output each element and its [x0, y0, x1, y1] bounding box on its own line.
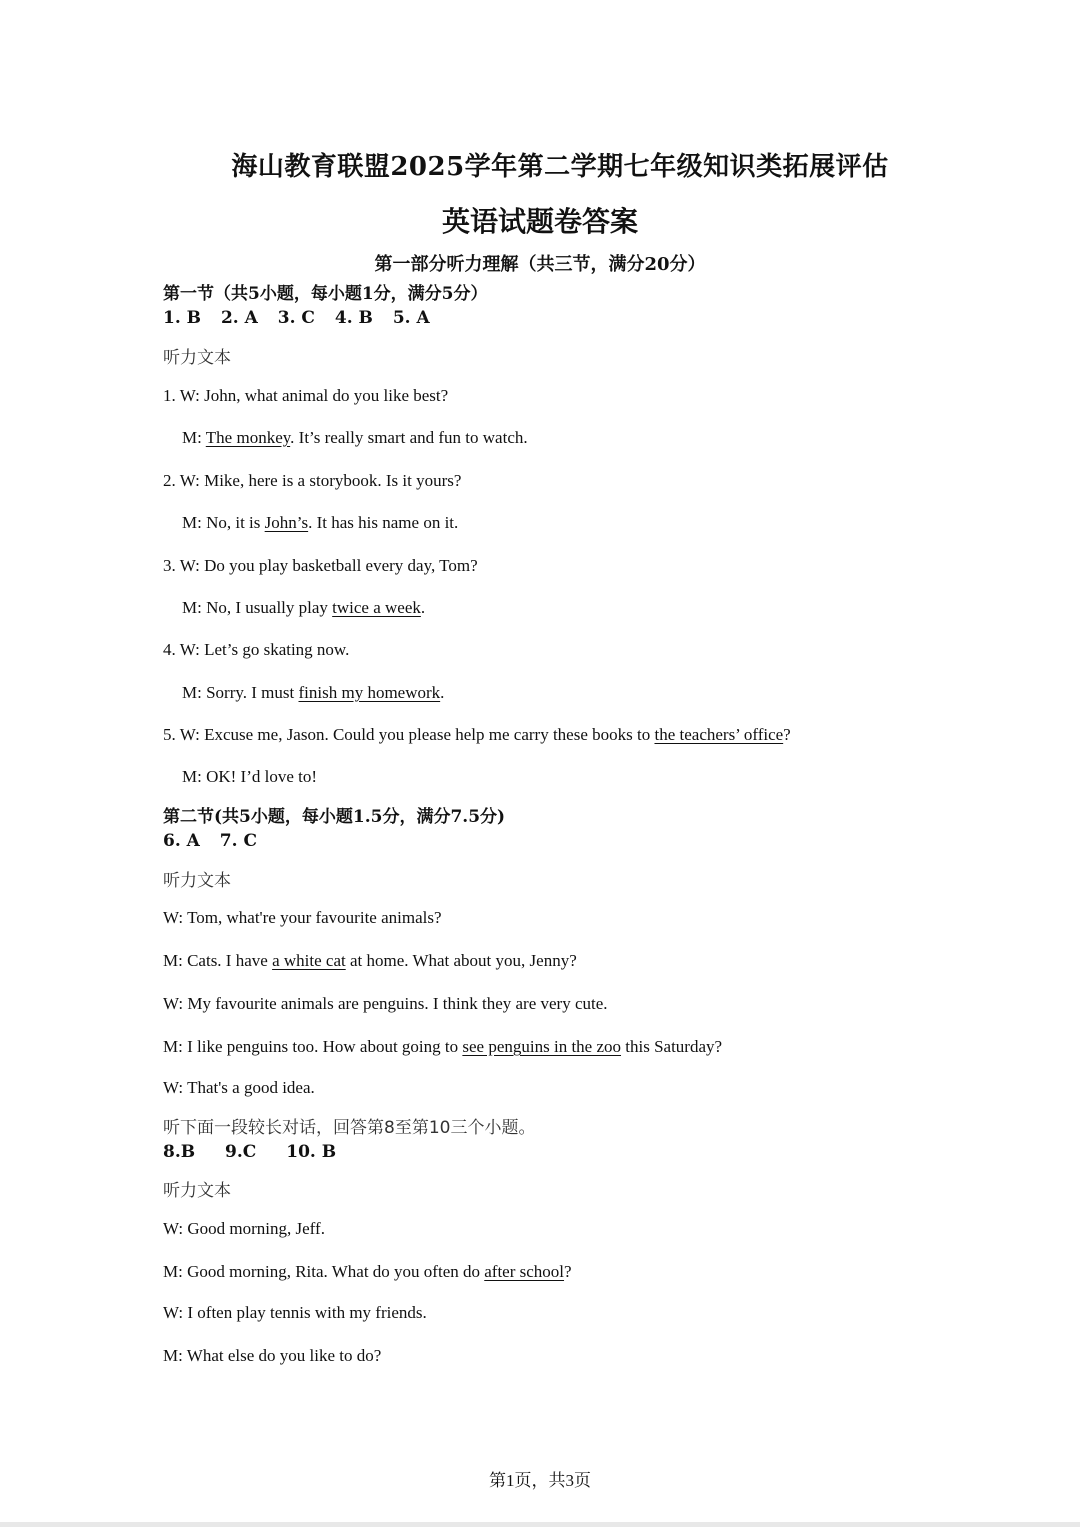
answer-4: 4. B [334, 308, 373, 328]
underlined-answer: the teachers’ office [654, 725, 784, 744]
answer-2: 2. A [220, 308, 258, 328]
answer-10: 10. B [286, 1142, 337, 1162]
dialogue-line: M: Good morning, Rita. What do you often do after school? [163, 1262, 572, 1281]
dialogue-line: W: Tom, what're your favourite animals? [163, 908, 442, 927]
section1-answers [163, 308, 444, 328]
underlined-answer: finish my homework [298, 683, 441, 702]
underlined-answer: twice a week [332, 598, 421, 617]
dialogue-line: M: What else do you like to do? [163, 1346, 382, 1365]
page-bottom-edge [0, 1522, 1080, 1527]
underlined-answer: John’s [264, 513, 309, 532]
underlined-answer: The monkey [205, 428, 291, 447]
section2-answers [163, 831, 271, 851]
section2-heading: 第二节(共5小题，每小题1.5分，满分7.5分) [163, 807, 506, 827]
underlined-answer: a white cat [272, 951, 346, 970]
dialogue-line: M: Sorry. I must finish my homework. [182, 683, 445, 702]
part1-heading: 第一部分听力理解（共三节，满分20分） [374, 254, 706, 275]
answer-1: 1. B [163, 308, 202, 328]
document-title: 海山教育联盟2025学年第二学期七年级知识类拓展评估 [231, 152, 889, 182]
dialogue-line: M: OK! I’d love to! [182, 767, 318, 786]
answer-5: 5. A [392, 308, 430, 328]
answer-7: 7. C [219, 831, 257, 851]
answer-9: 9.C [225, 1142, 257, 1162]
dialogue-line: 3. W: Do you play basketball every day, Tom? [163, 556, 478, 575]
document-subtitle: 英语试题卷答案 [441, 205, 638, 238]
dialogue-line: M: No, I usually play twice a week. [182, 598, 426, 617]
dialogue-line: 2. W: Mike, here is a storybook. Is it yours? [163, 471, 462, 490]
page-number: 第1页，共3页 [489, 1471, 591, 1490]
dialogue-line: 5. W: Excuse me, Jason. Could you please help me carry these books to the teachers’ office? [163, 725, 791, 744]
dialogue-line: W: I often play tennis with my friends. [163, 1303, 427, 1322]
dialogue-line: M: Cats. I have a white cat at home. What about you, Jenny? [163, 951, 577, 970]
underlined-answer: after school [484, 1262, 565, 1281]
dialogue-line: W: My favourite animals are penguins. I think they are very cute. [163, 994, 608, 1013]
section2-answers-long [163, 1142, 350, 1162]
dialogue-line: M: The monkey. It’s really smart and fun to watch. [182, 428, 528, 447]
dialogue-line: M: I like penguins too. How about going to see penguins in the zoo this Saturday? [163, 1037, 723, 1056]
dialogue-line: 4. W: Let’s go skating now. [163, 640, 350, 659]
script-label: 听力文本 [163, 871, 231, 891]
dialogue-line: W: That's a good idea. [163, 1078, 315, 1097]
script-label: 听力文本 [163, 1181, 231, 1201]
underlined-answer: see penguins in the zoo [462, 1037, 622, 1056]
dialogue-line: M: No, it is John’s. It has his name on it. [182, 513, 459, 532]
dialogue-line: W: Good morning, Jeff. [163, 1219, 325, 1238]
answer-6: 6. A [163, 831, 200, 851]
instruction-text: 听下面一段较长对话，回答第8至第10三个小题。 [163, 1118, 536, 1138]
answer-8: 8.B [163, 1142, 196, 1162]
answer-3: 3. C [277, 308, 315, 328]
script-label: 听力文本 [163, 348, 231, 368]
section1-heading: 第一节（共5小题，每小题1分，满分5分） [163, 284, 488, 304]
dialogue-line: 1. W: John, what animal do you like best? [163, 386, 449, 405]
